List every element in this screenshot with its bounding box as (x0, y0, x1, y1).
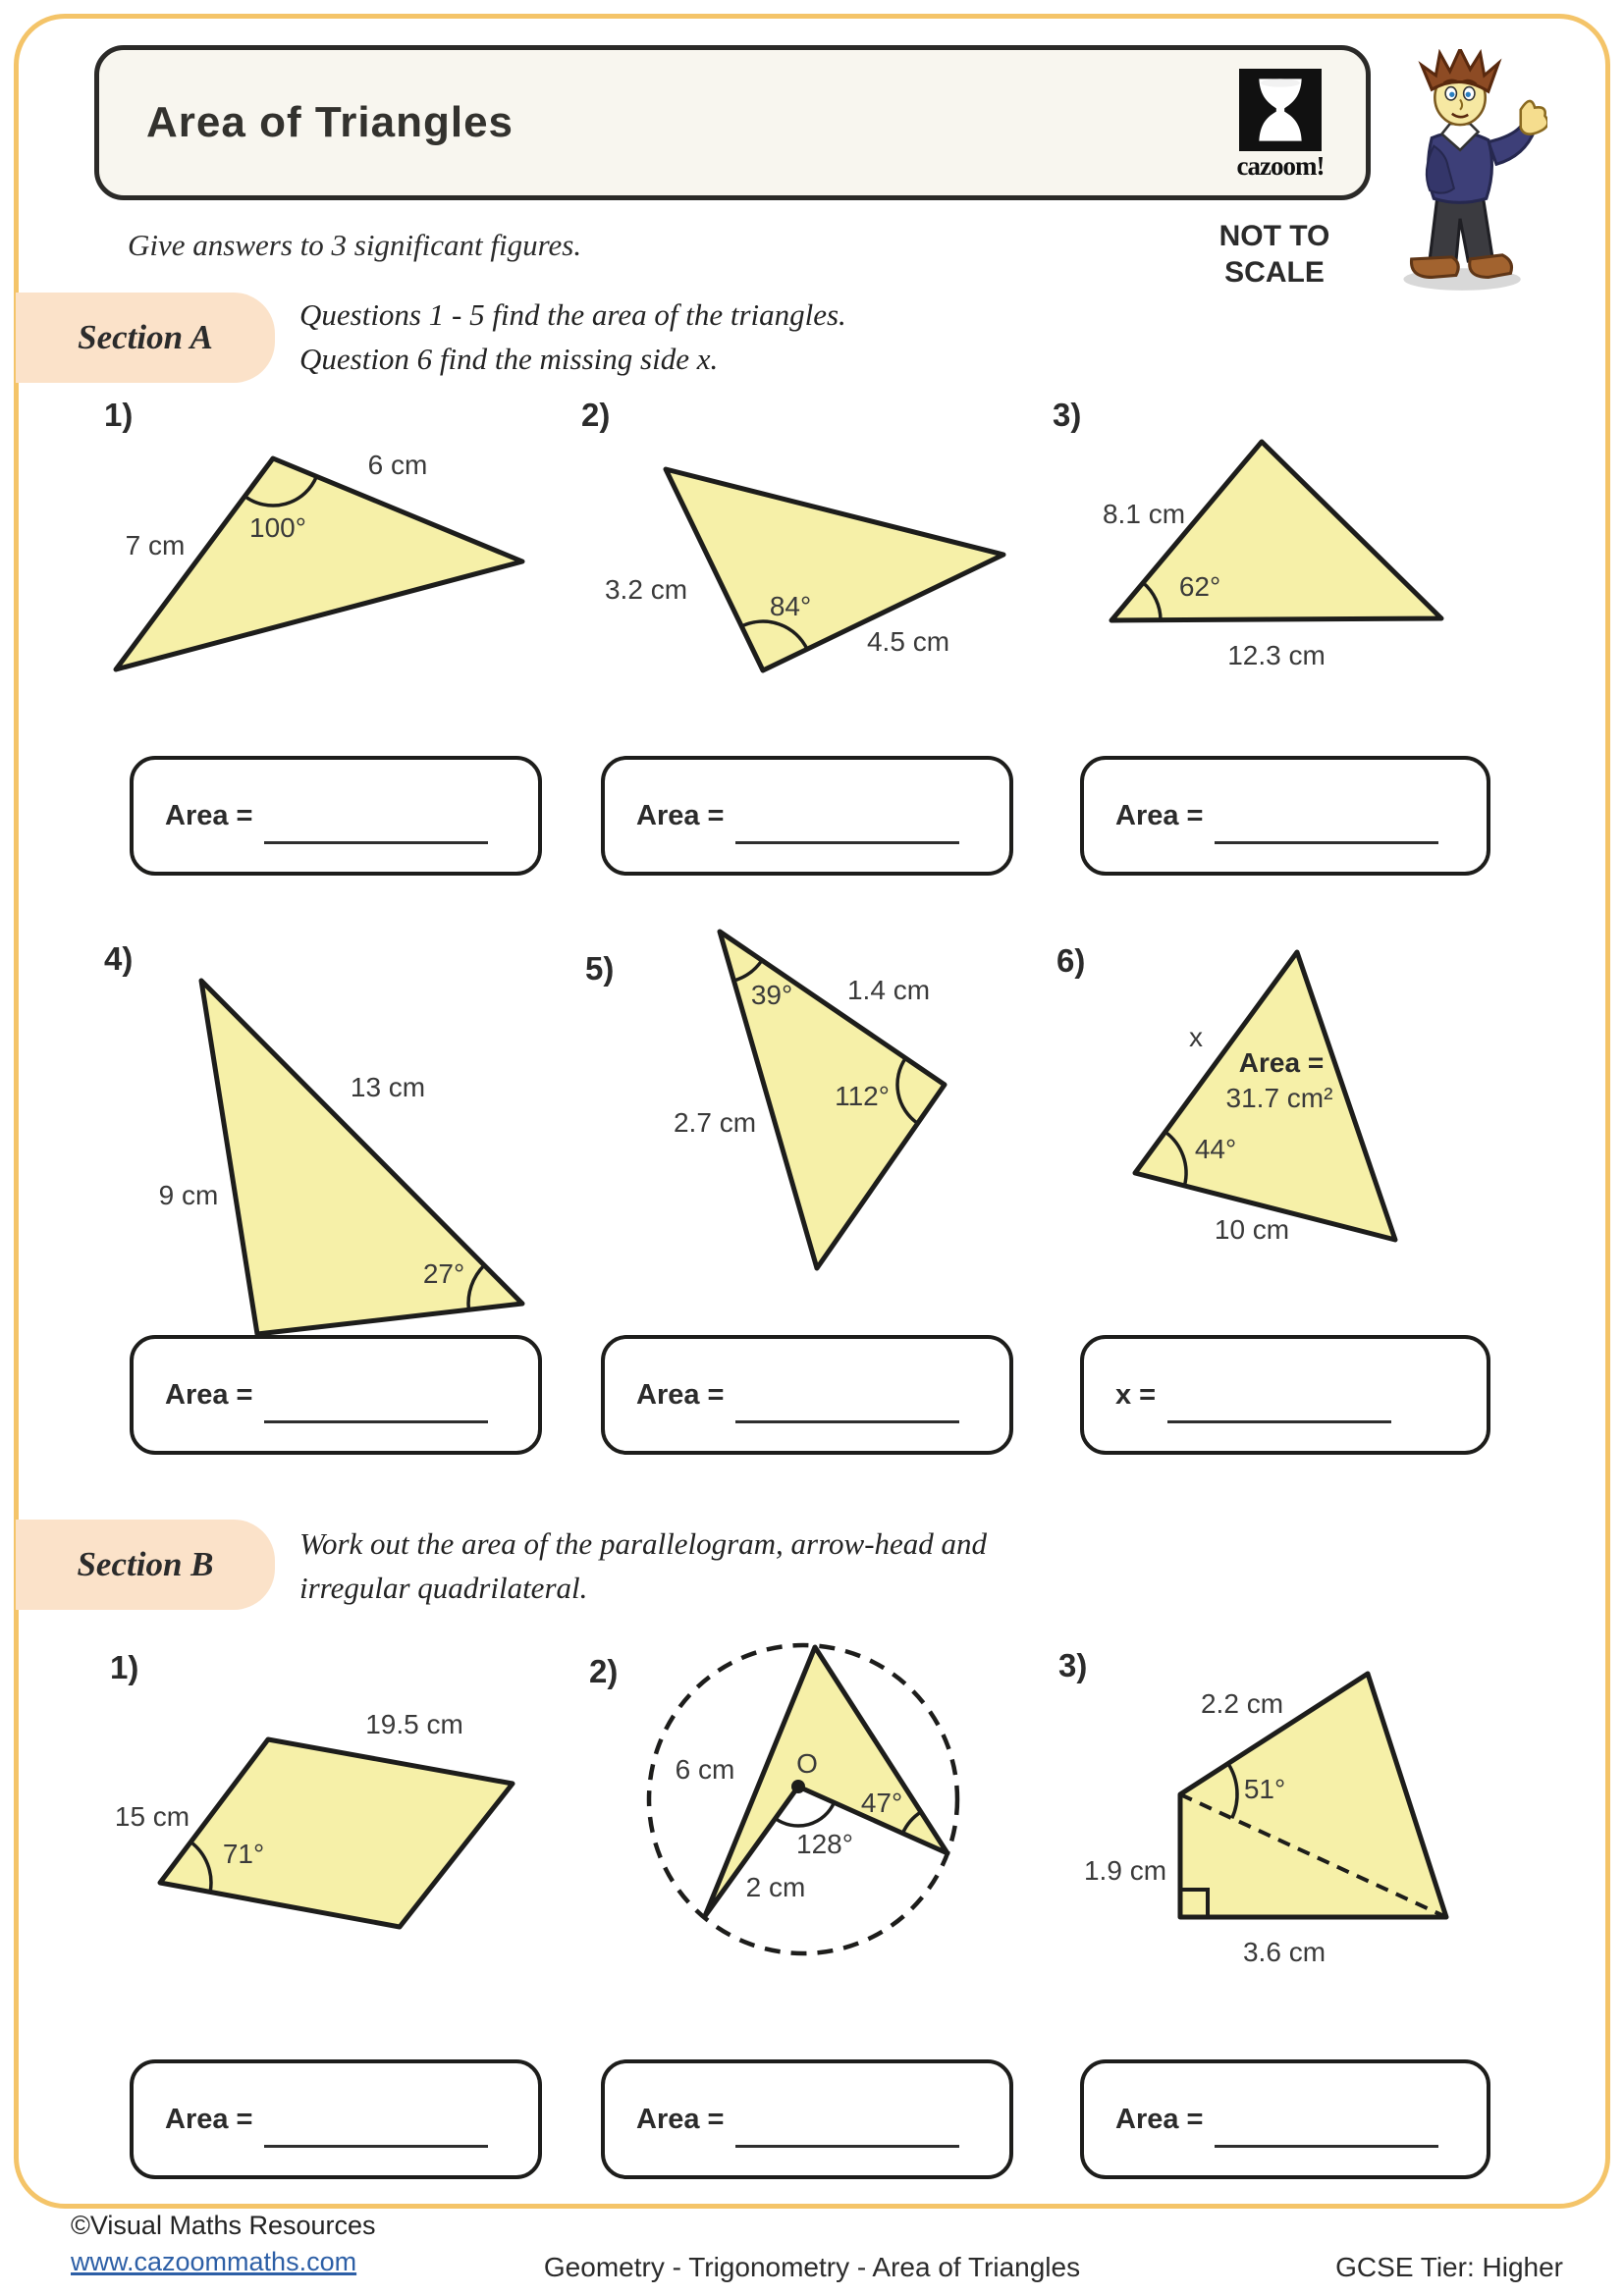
figure-b2-arrowhead (589, 1620, 1031, 2042)
question-a1-number: 1) (104, 397, 134, 433)
q3-angle-label: 62° (1178, 571, 1221, 602)
figure-q3-triangle (1051, 417, 1561, 712)
q5-side-left-label: 2.7 cm (673, 1107, 757, 1138)
answer-box-a5 (601, 1335, 1013, 1455)
answer-a2-label: Area = (636, 799, 725, 831)
footer-tier: GCSE Tier: Higher (1335, 2252, 1563, 2282)
question-a3-number: 3) (1053, 397, 1082, 433)
page-title: Area of Triangles (146, 98, 514, 146)
footer-website-link[interactable]: www.cazoommaths.com (71, 2247, 357, 2276)
q4-side-left-label: 9 cm (158, 1180, 219, 1210)
b1-side-label: 15 cm (114, 1801, 190, 1832)
q1-angle-label: 100° (249, 512, 306, 543)
b3-angle-label: 51° (1243, 1774, 1286, 1804)
q6-base-label: 10 cm (1214, 1214, 1290, 1245)
b2-center-label: O (796, 1748, 818, 1779)
answer-a3-label: Area = (1115, 799, 1204, 831)
q6-side-x-label: x (1189, 1022, 1203, 1052)
b2-angle-right-label: 47° (860, 1788, 903, 1818)
answer-box-a2 (601, 756, 1013, 876)
answer-a2-blank[interactable] (735, 815, 959, 844)
b1-top-label: 19.5 cm (365, 1709, 463, 1739)
cazoom-logo-text: cazoom! (1236, 151, 1325, 181)
b2-angle-center-label: 128° (796, 1829, 853, 1859)
q6-angle-label: 44° (1194, 1134, 1237, 1164)
answer-box-a3 (1080, 756, 1490, 876)
b3-base-label: 3.6 cm (1242, 1937, 1326, 1967)
answer-box-a6 (1080, 1335, 1490, 1455)
intro-note: Give answers to 3 significant figures. (128, 228, 582, 262)
answer-a6-label: x = (1115, 1378, 1157, 1411)
b1-angle-label: 71° (222, 1839, 265, 1869)
figure-q1-triangle (69, 417, 579, 712)
figure-b1-parallelogram (69, 1659, 579, 1983)
figure-q6-triangle (1051, 923, 1581, 1394)
answer-a4-blank[interactable] (264, 1394, 488, 1423)
answer-box-b3 (1080, 2059, 1490, 2179)
q6-area-label: Area = (1238, 1047, 1325, 1078)
q2-angle-label: 84° (769, 591, 812, 621)
b3-top-label: 2.2 cm (1200, 1688, 1284, 1719)
answer-a5-label: Area = (636, 1378, 725, 1411)
q3-side-left-label: 8.1 cm (1102, 499, 1186, 529)
footer-topic: Geometry - Trigonometry - Area of Triangles (543, 2252, 1081, 2282)
answer-box-a4 (130, 1335, 542, 1455)
question-a2-number: 2) (581, 397, 611, 433)
q6-area-value: 31.7 cm² (1225, 1083, 1333, 1113)
section-b-instruction-line2: irregular quadrilateral. (299, 1571, 588, 1605)
section-a-instruction-line2: Question 6 find the missing side x. (299, 342, 719, 376)
b2-tail-label: 2 cm (745, 1872, 806, 1902)
question-a5-number: 5) (585, 950, 615, 987)
answer-a3-blank[interactable] (1215, 815, 1438, 844)
q5-angle-right-label: 112° (835, 1081, 890, 1111)
q4-side-right-label: 13 cm (350, 1072, 426, 1102)
answer-a6-blank[interactable] (1167, 1394, 1391, 1423)
q4-angle-label: 27° (422, 1258, 465, 1289)
answer-b3-label: Area = (1115, 2103, 1204, 2135)
question-b1-number: 1) (110, 1649, 139, 1685)
q1-side-left-label: 7 cm (125, 530, 186, 561)
not-to-scale-note: NOT TO SCALE (1218, 220, 1330, 289)
answer-a1-blank[interactable] (264, 815, 488, 844)
header (94, 45, 1371, 200)
figure-q2-triangle (579, 417, 1090, 712)
answer-b2-label: Area = (636, 2103, 725, 2135)
section-b-instructions (299, 1522, 987, 1610)
q2-side-right-label: 4.5 cm (866, 626, 950, 657)
section-b-instruction-line1: Work out the area of the parallelogram, arrow-head and (299, 1526, 988, 1561)
section-a-instructions (299, 293, 846, 381)
footer-copyright: ©Visual Maths Resources (71, 2211, 376, 2240)
answer-b3-blank[interactable] (1215, 2118, 1438, 2148)
figure-q5-triangle (579, 923, 1090, 1394)
q1-side-right-label: 6 cm (367, 450, 428, 480)
answer-b2-blank[interactable] (735, 2118, 959, 2148)
q3-base-label: 12.3 cm (1227, 640, 1326, 670)
answer-box-b1 (130, 2059, 542, 2179)
answer-b1-label: Area = (165, 2103, 253, 2135)
q2-side-left-label: 3.2 cm (604, 574, 688, 605)
section-a-label: Section A (16, 293, 275, 383)
b3-side-label: 1.9 cm (1083, 1855, 1167, 1886)
answer-a5-blank[interactable] (735, 1394, 959, 1423)
answer-b1-blank[interactable] (264, 2118, 488, 2148)
q5-side-right-label: 1.4 cm (846, 975, 931, 1005)
section-b-label: Section B (16, 1520, 275, 1610)
section-a-instruction-line1: Questions 1 - 5 find the area of the triangles. (299, 297, 846, 332)
answer-box-b2 (601, 2059, 1013, 2179)
q5-angle-top-label: 39° (750, 980, 793, 1010)
mascot-illustration (1371, 49, 1547, 296)
question-a4-number: 4) (104, 940, 134, 977)
figure-q4-triangle (69, 928, 579, 1389)
question-a6-number: 6) (1056, 942, 1086, 979)
question-b2-number: 2) (589, 1653, 619, 1689)
question-b3-number: 3) (1058, 1647, 1088, 1683)
answer-a4-label: Area = (165, 1378, 253, 1411)
answer-a1-label: Area = (165, 799, 253, 831)
cazoom-hourglass-icon (1239, 69, 1322, 151)
figure-b3-quadrilateral (1060, 1620, 1571, 2012)
cazoom-logo (1233, 69, 1327, 182)
b2-radius-label: 6 cm (675, 1754, 735, 1785)
answer-box-a1 (130, 756, 542, 876)
